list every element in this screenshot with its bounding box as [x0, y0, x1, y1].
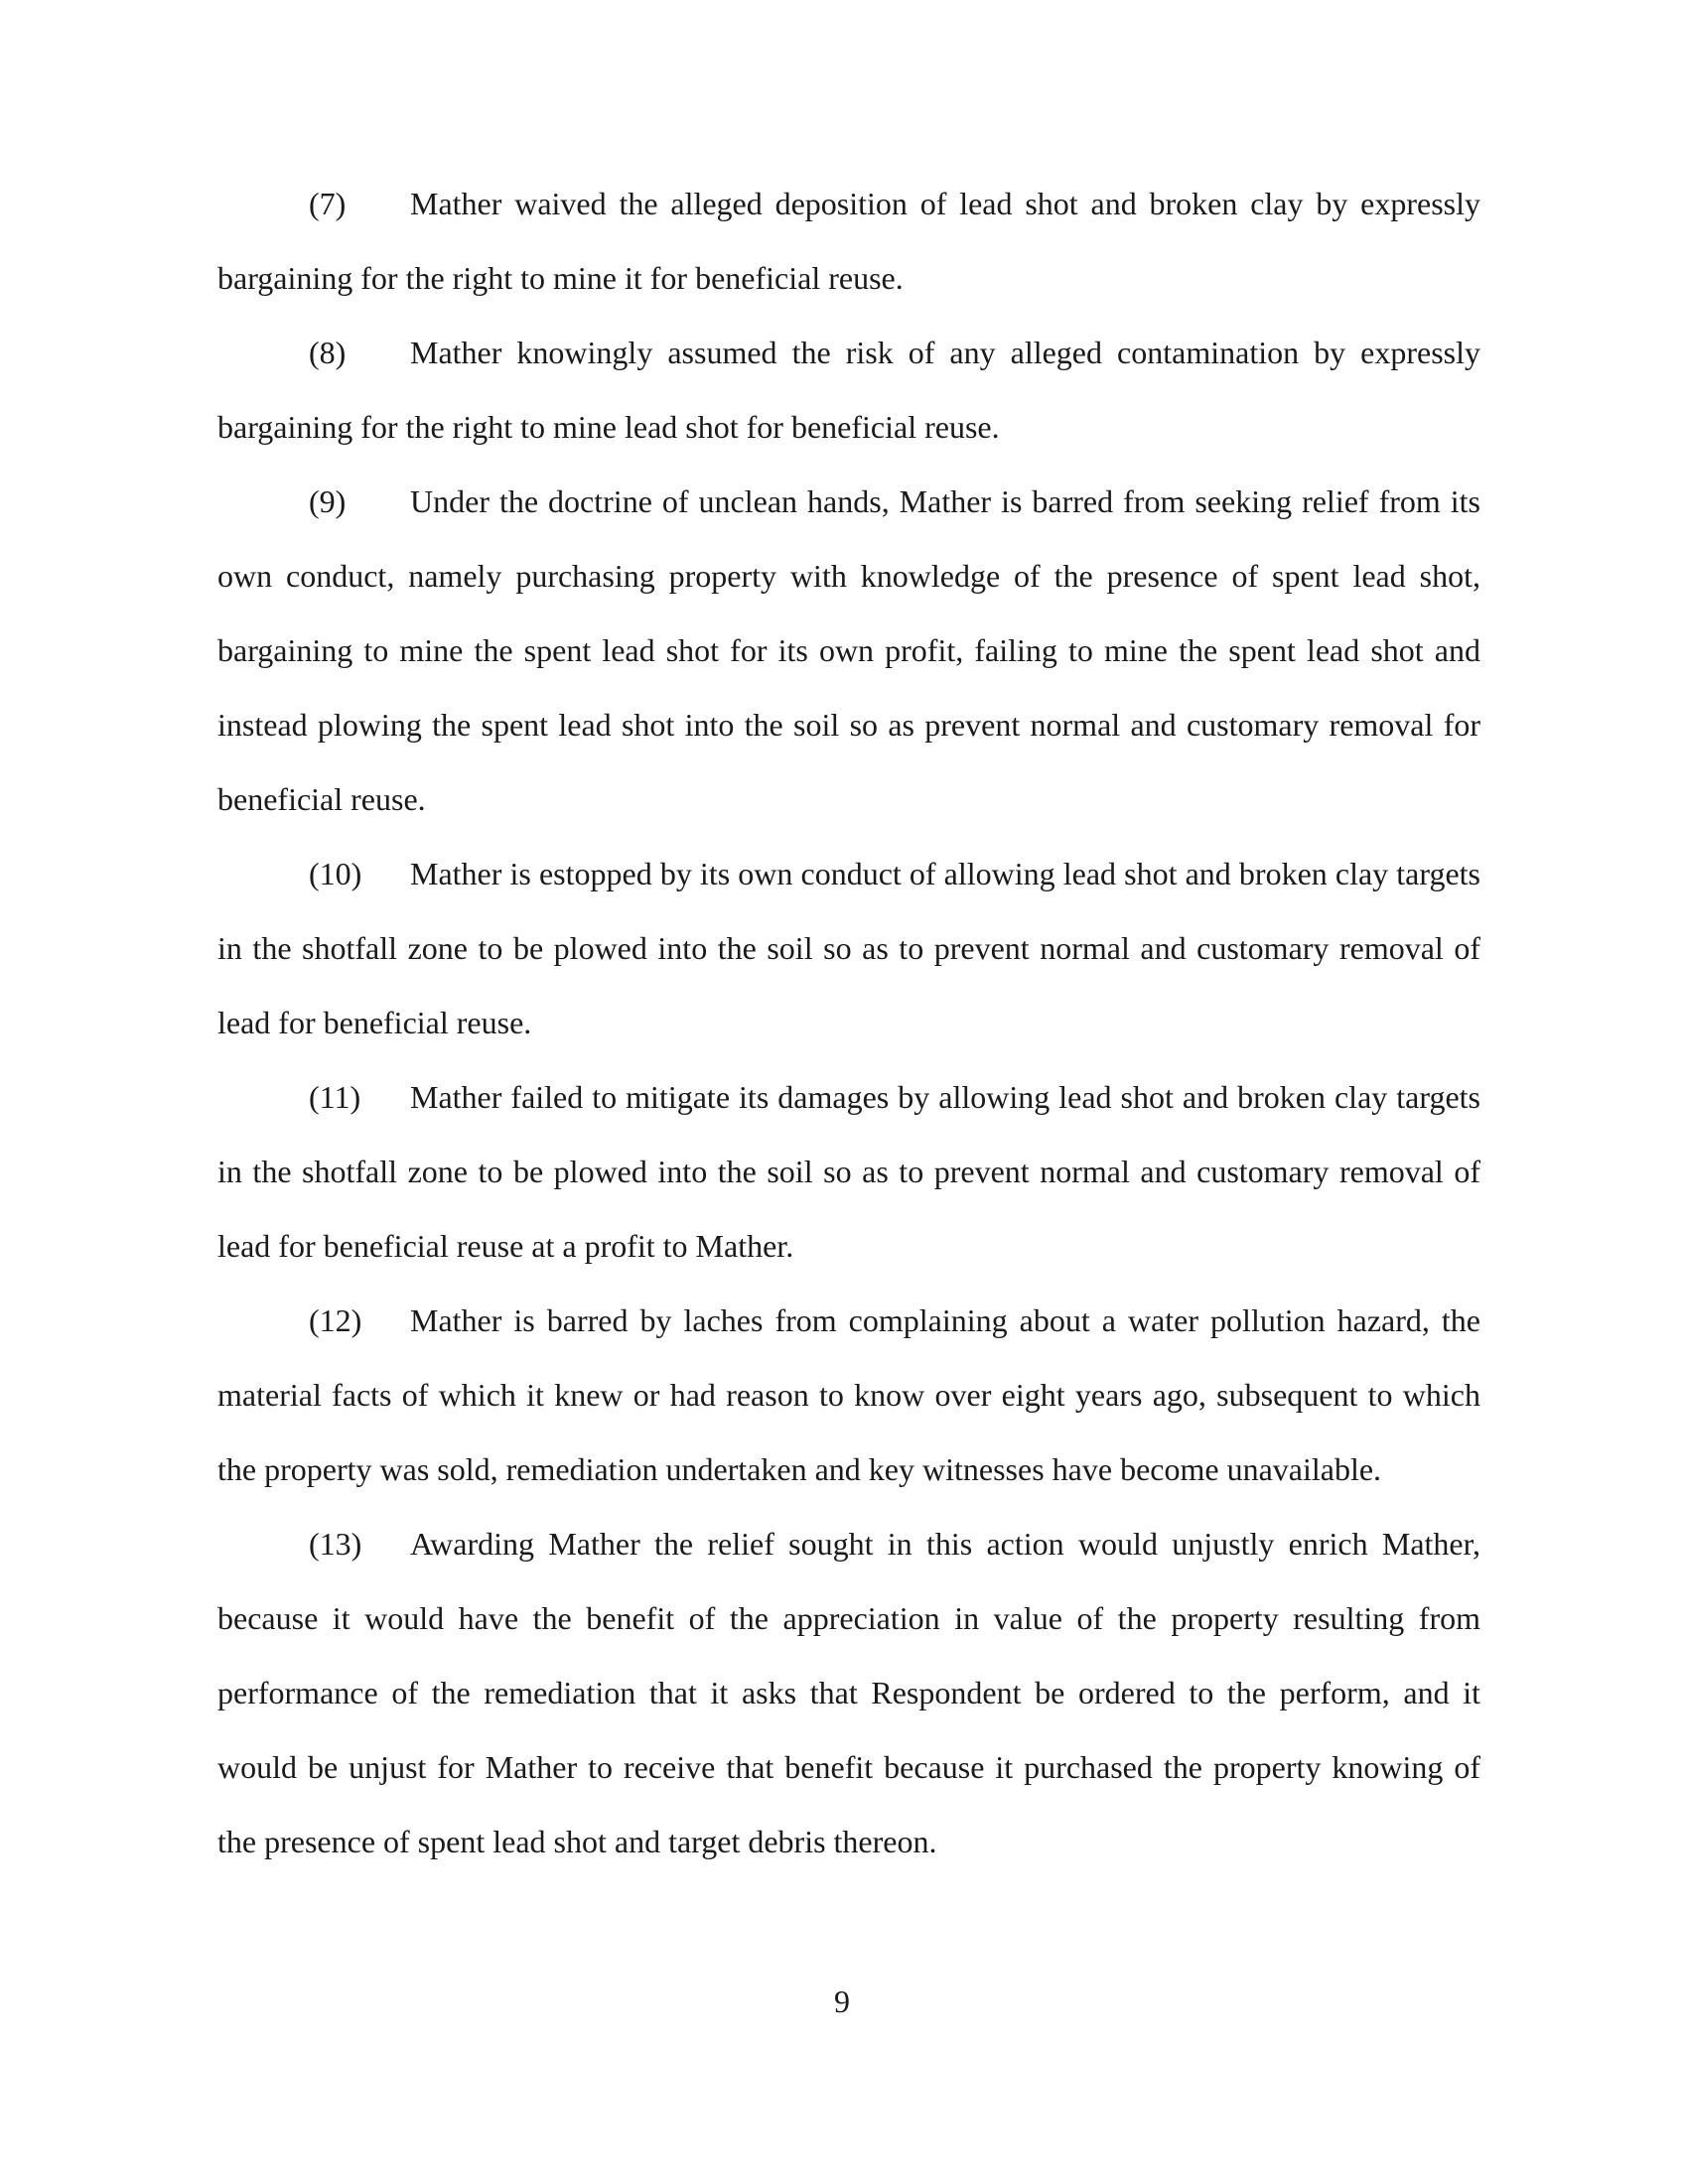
- paragraph-10: [217, 837, 1480, 1060]
- paragraph-text: Under the doctrine of unclean hands, Mather is barred from seeking relief from its own conduct, namely purchasing property with knowledge of the presence of spent lead shot, bargaining to mine the spent lead shot for its own profit, failing to mine the spent lead shot and instead plowing the spent lead shot into the soil so as prevent normal and customary removal for beneficial reuse.: [217, 483, 1480, 817]
- paragraph-number: (10): [309, 856, 362, 891]
- paragraph-number: (9): [309, 483, 347, 519]
- paragraph-8: [217, 316, 1480, 465]
- document-body: [217, 167, 1480, 1879]
- paragraph-13: [217, 1507, 1480, 1879]
- paragraph-number: (7): [309, 186, 347, 221]
- paragraph-number: (11): [309, 1079, 361, 1115]
- paragraph-7: [217, 167, 1480, 316]
- paragraph-text: Mather failed to mitigate its damages by allowing lead shot and broken clay targets in the shotfall zone to be plowed into the soil so as to prevent normal and customary removal of lead for beneficial reuse at a profit to Mather.: [217, 1079, 1480, 1264]
- paragraph-12: [217, 1284, 1480, 1507]
- paragraph-11: [217, 1060, 1480, 1284]
- paragraph-number: (13): [309, 1526, 362, 1562]
- paragraph-number: (12): [309, 1302, 362, 1338]
- paragraph-text: Mather knowingly assumed the risk of any alleged contamination by expressly bargaining for the right to mine lead shot for beneficial reuse.: [217, 335, 1480, 445]
- paragraph-text: Mather waived the alleged deposition of lead shot and broken clay by expressly bargaining for the right to mine it for beneficial reuse.: [217, 186, 1480, 296]
- page-number: 9: [834, 1983, 850, 2019]
- paragraph-text: Mather is barred by laches from complaining about a water pollution hazard, the material facts of which it knew or had reason to know over eight years ago, subsequent to which the property was sold, remediation undertaken and key witnesses have become unavailable.: [217, 1302, 1480, 1487]
- paragraph-number: (8): [309, 335, 347, 370]
- paragraph-text: Mather is estopped by its own conduct of allowing lead shot and broken clay targets in the shotfall zone to be plowed into the soil so as to prevent normal and customary removal of lead for beneficial reuse.: [217, 856, 1480, 1040]
- paragraph-text: Awarding Mather the relief sought in this action would unjustly enrich Mather, because it would have the benefit of the appreciation in value of the property resulting from performance of the remediation that it asks that Respondent be ordered to the perform, and it would be unjust for Mather to receive that benefit because it purchased the property knowing of the presence of spent lead shot and target debris thereon.: [217, 1526, 1480, 1859]
- paragraph-9: [217, 465, 1480, 837]
